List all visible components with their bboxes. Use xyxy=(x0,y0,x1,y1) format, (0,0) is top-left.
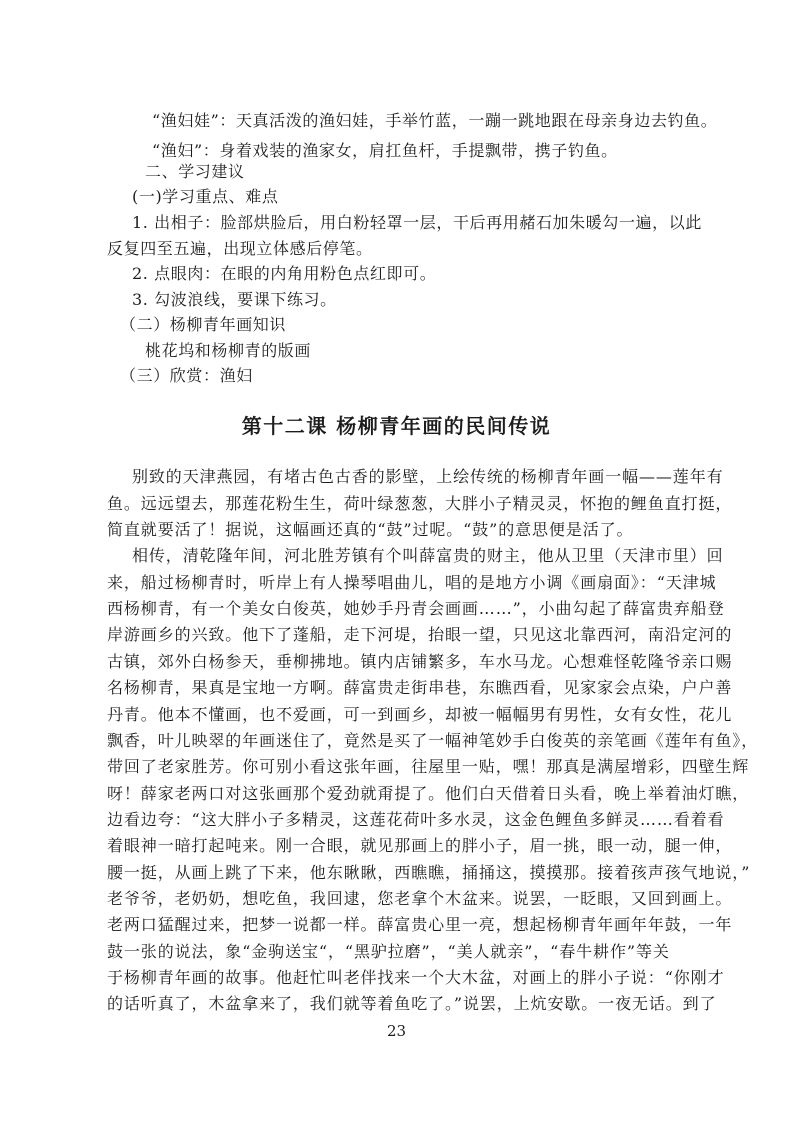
paragraph-line: 带回了老家胜芳。你可别小看这张年画，往屋里一贴，嘿！那真是满屋增彩，四壁生辉 xyxy=(107,757,750,776)
paragraph-line: 飘香，叶儿映翠的年画迷住了，竟然是买了一幅神笔妙手白俊英的亲笔画《莲年有鱼》， xyxy=(107,731,759,750)
paragraph-line: 岸游画乡的兴致。他下了蓬船，走下河堤，抬眼一望，只见这北靠西河，南沿定河的 xyxy=(107,625,733,644)
section-heading-study-advice: 二、学习建议 xyxy=(145,162,245,181)
paragraph-line: 简直就要活了！据说，这幅画还真的“鼓”过呢。“鼓”的意思便是活了。 xyxy=(107,520,634,539)
list-item-3: 3. 勾波浪线，要课下练习。 xyxy=(132,290,337,309)
paragraph-line: 相传，清乾隆年间，河北胜芳镇有个叫薛富贵的财主，他从卫里（天津市里）回 xyxy=(132,546,724,565)
lesson-title: 第十二课 杨柳青年画的民间传说 xyxy=(241,414,552,438)
subsection-heading-key-points: (一)学习重点、难点 xyxy=(132,187,279,206)
character-description-woman: “渔妇”：身着戏装的渔家女，肩扛鱼杆，手提飘带，携子钓鱼。 xyxy=(152,141,618,160)
paragraph-line: 着眼神一暗打起吨来。刚一合眼，就见那画上的胖小子，眉一挑，眼一动，腿一伸， xyxy=(107,836,733,855)
paragraph-line: 边看边夸：“这大胖小子多精灵，这莲花荷叶多水灵，这金色鲤鱼多鲜灵……看着看 xyxy=(107,810,725,829)
paragraph-line: 的话听真了，木盆拿来了，我们就等着鱼吃了。”说罢，上炕安歇。一夜无话。到了 xyxy=(107,994,717,1013)
subsection-heading-knowledge: （二）杨柳青年画知识 xyxy=(120,315,287,334)
paragraph-line: 来，船过杨柳青时，听岸上有人操琴唱曲儿，唱的是地方小调《画扇面》：“天津城 xyxy=(107,573,717,592)
subsection-heading-appreciation: （三）欣赏：渔妇 xyxy=(120,366,253,385)
paragraph-line: 鱼。远远望去，那莲花粉生生，荷叶绿葱葱，大胖小子精灵灵，怀抱的鲤鱼直打挺， xyxy=(107,494,733,513)
paragraph-line: 鼓一张的说法，象“金驹送宝“，“黑驴拉磨”，“美人就亲”，“春牛耕作”等关 xyxy=(107,942,670,961)
paragraph-line: 老爷爷，老奶奶，想吃鱼，我回逮，您老拿个木盆来。说罢，一眨眼，又回到画上。 xyxy=(107,889,733,908)
paragraph-line: 腰一挺，从画上跳了下来，他东瞅瞅，西瞧瞧，捅捅这，摸摸那。接着孩声孩气地说，” xyxy=(107,863,751,882)
paragraph-line: 呀！薛家老两口对这张画那个爱劲就甭提了。他们白天借着日头看，晚上举着油灯瞧， xyxy=(107,784,750,803)
list-item-1: 1. 出相子：脸部烘脸后，用白粉轻罩一层，干后再用赭石加朱暖勾一遍，以此 xyxy=(132,213,702,232)
list-item-2: 2. 点眼肉：在眼的内角用粉色点红即可。 xyxy=(132,264,437,283)
paragraph-line: 名杨柳青，果真是宝地一方啊。薛富贵走街串巷，东瞧西看，见家家会点染，户户善 xyxy=(107,678,733,697)
page-number: 23 xyxy=(386,1022,407,1040)
paragraph-line: 老两口猛醒过来，把梦一说都一样。薛富贵心里一亮，想起杨柳青年画年年鼓，一年 xyxy=(107,915,733,934)
list-item-1-continued: 反复四至五遍，出现立体感后停笔。 xyxy=(107,239,373,258)
paragraph-line: 丹青。他本不懂画，也不爱画，可一到画乡，却被一幅幅男有男性，女有女性，花儿 xyxy=(107,705,733,724)
knowledge-item: 桃花坞和杨柳青的版画 xyxy=(145,341,312,360)
paragraph-line: 于杨柳青年画的故事。他赶忙叫老伴找来一个大木盆，对画上的胖小子说：“你刚才 xyxy=(107,968,725,987)
character-description-child: “渔妇娃”：天真活泼的渔妇娃，手举竹蓝，一蹦一跳地跟在母亲身边去钓鱼。 xyxy=(152,111,718,130)
paragraph-line: 别致的天津燕园，有堵古色古香的影壁，上绘传统的杨柳青年画一幅——莲年有 xyxy=(132,467,724,486)
paragraph-line: 古镇，郊外白杨参天，垂柳拂地。镇内店铺繁多，车水马龙。心想难怪乾隆爷亲口赐 xyxy=(107,652,733,671)
paragraph-line: 西杨柳青，有一个美女白俊英，她妙手丹青会画画……”，小曲勾起了薛富贵弃船登 xyxy=(107,599,725,618)
